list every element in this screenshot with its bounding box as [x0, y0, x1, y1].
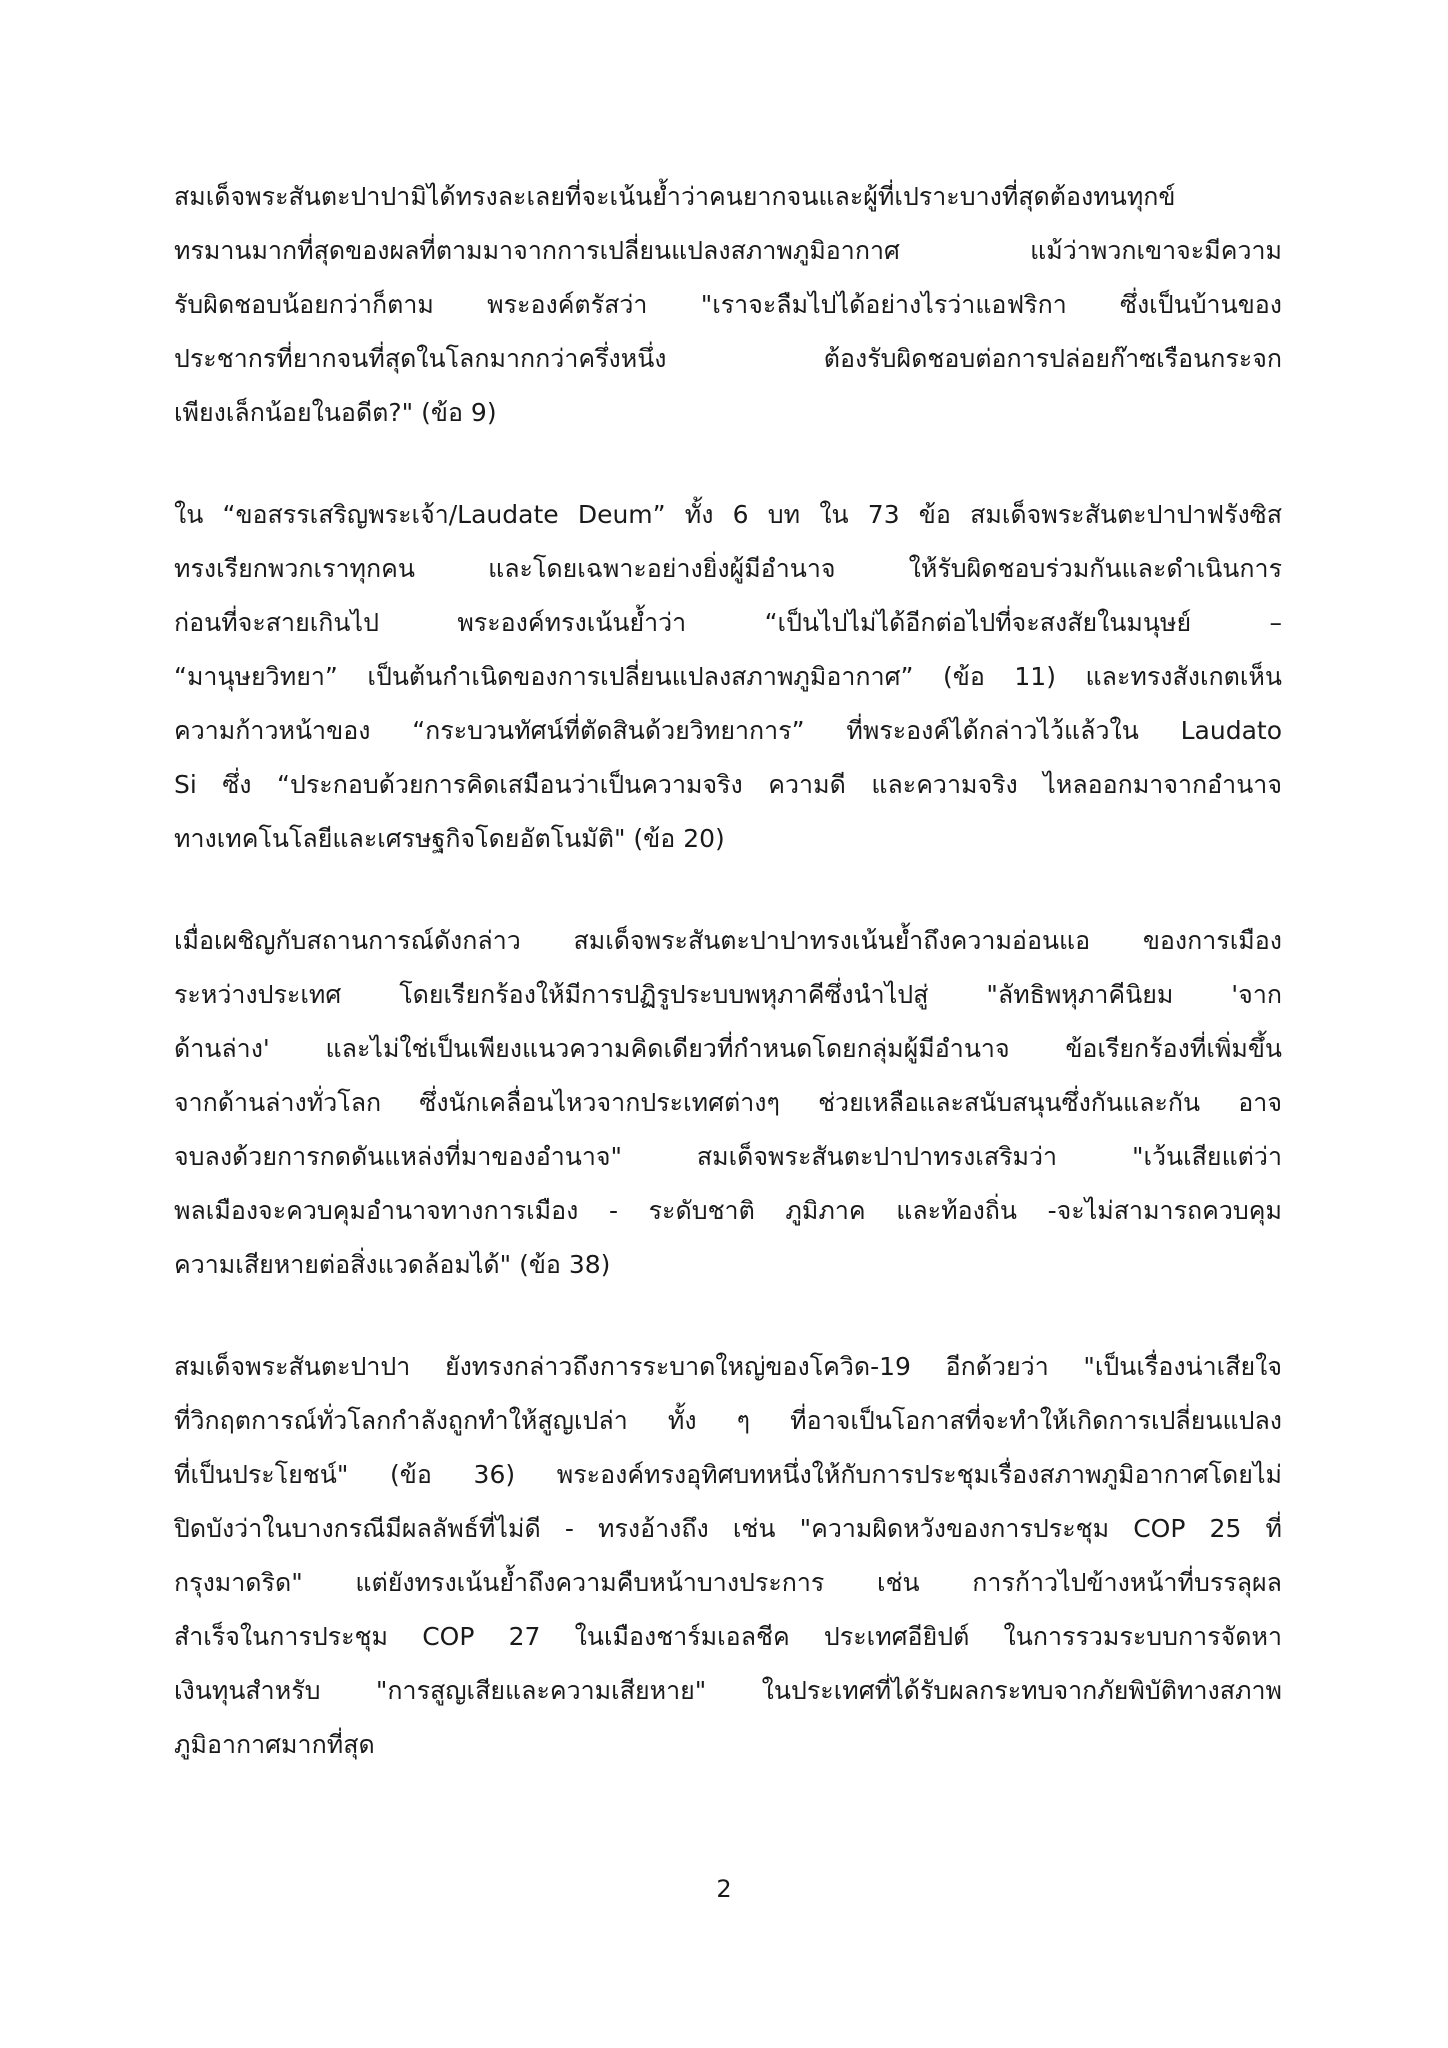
paragraph-3: [174, 914, 1282, 1292]
text-line: “มานุษยวิทยา” เป็นต้นกำเนิดของการเปลี่ยนแปลงสภาพภูมิอากาศ” (ข้อ 11) และทรงสังเกตเห็น: [174, 662, 1282, 691]
text-line: เมื่อเผชิญกับสถานการณ์ดังกล่าว สมเด็จพระสันตะปาปาทรงเน้นย้ำถึงความอ่อนแอ ของการเมือง: [174, 926, 1282, 955]
text-line: เพียงเล็กน้อยในอดีต?" (ข้อ 9): [174, 398, 497, 427]
text-line: ทรงเรียกพวกเราทุกคน และโดยเฉพาะอย่างยิ่งผู้มีอำนาจ ให้รับผิดชอบร่วมกันและดำเนินการ: [174, 554, 1282, 583]
text-line: สมเด็จพระสันตะปาปามิได้ทรงละเลยที่จะเน้นย้ำว่าคนยากจนและผู้ที่เปราะบางที่สุดต้องทนทุกข์: [174, 182, 1176, 211]
text-line: รับผิดชอบน้อยกว่าก็ตาม พระองค์ตรัสว่า "เราจะลืมไปได้อย่างไรว่าแอฟริกา ซึ่งเป็นบ้านของ: [174, 290, 1282, 319]
text-line: ที่เป็นประโยชน์" (ข้อ 36) พระองค์ทรงอุทิศบทหนึ่งให้กับการประชุมเรื่องสภาพภูมิอากาศโดยไม่: [174, 1460, 1282, 1489]
text-line: ทรมานมากที่สุดของผลที่ตามมาจากการเปลี่ยนแปลงสภาพภูมิอากาศ แม้ว่าพวกเขาจะมีความ: [174, 236, 1282, 265]
text-line: ปิดบังว่าในบางกรณีมีผลลัพธ์ที่ไม่ดี - ทรงอ้างถึง เช่น "ความผิดหวังของการประชุม COP 25 ที่: [174, 1514, 1282, 1543]
text-line: ประชากรที่ยากจนที่สุดในโลกมากกว่าครึ่งหนึ่ง ต้องรับผิดชอบต่อการปล่อยก๊าซเรือนกระจก: [174, 344, 1282, 373]
text-line: กรุงมาดริด" แต่ยังทรงเน้นย้ำถึงความคืบหน้าบางประการ เช่น การก้าวไปข้างหน้าที่บรรลุผล: [174, 1568, 1282, 1597]
text-line: ความก้าวหน้าของ “กระบวนทัศน์ที่ตัดสินด้วยวิทยาการ” ที่พระองค์ได้กล่าวไว้แล้วใน Laudato: [174, 716, 1282, 745]
text-line: Si ซึ่ง “ประกอบด้วยการคิดเสมือนว่าเป็นความจริง ความดี และความจริง ไหลออกมาจากอำนาจ: [174, 770, 1282, 799]
page-number: 2: [716, 1875, 732, 1903]
text-line: จากด้านล่างทั่วโลก ซึ่งนักเคลื่อนไหวจากประเทศต่างๆ ช่วยเหลือและสนับสนุนซึ่งกันและกัน อาจ: [174, 1088, 1282, 1117]
text-line: ความเสียหายต่อสิ่งแวดล้อมได้" (ข้อ 38): [174, 1250, 611, 1279]
text-line: ก่อนที่จะสายเกินไป พระองค์ทรงเน้นย้ำว่า “เป็นไปไม่ได้อีกต่อไปที่จะสงสัยในมนุษย์ –: [174, 608, 1282, 637]
paragraph-4: [174, 1340, 1282, 1772]
text-line: เงินทุนสำหรับ "การสูญเสียและความเสียหาย" ในประเทศที่ได้รับผลกระทบจากภัยพิบัติทางสภาพ: [174, 1676, 1282, 1705]
document-body: [174, 170, 1282, 1820]
text-line: ด้านล่าง' และไม่ใช่เป็นเพียงแนวความคิดเดียวที่กำหนดโดยกลุ่มผู้มีอำนาจ ข้อเรียกร้องที่เพิ่มขึ้น: [174, 1034, 1282, 1063]
text-line: สำเร็จในการประชุม COP 27 ในเมืองชาร์มเอลชีค ประเทศอียิปต์ ในการรวมระบบการจัดหา: [174, 1622, 1282, 1651]
text-line: สมเด็จพระสันตะปาปา ยังทรงกล่าวถึงการระบาดใหญ่ของโควิด-19 อีกด้วยว่า "เป็นเรื่องน่าเสียใจ: [174, 1352, 1282, 1381]
text-line: พลเมืองจะควบคุมอำนาจทางการเมือง - ระดับชาติ ภูมิภาค และท้องถิ่น -จะไม่สามารถควบคุม: [174, 1196, 1282, 1225]
text-line: ที่วิกฤตการณ์ทั่วโลกกำลังถูกทำให้สูญเปล่า ทั้ง ๆ ที่อาจเป็นโอกาสที่จะทำให้เกิดการเปลี่ยนแปลง: [174, 1406, 1282, 1435]
paragraph-1: [174, 170, 1282, 440]
text-line: ระหว่างประเทศ โดยเรียกร้องให้มีการปฏิรูประบบพหุภาคีซึ่งนำไปสู่ "ลัทธิพหุภาคีนิยม 'จาก: [174, 980, 1282, 1009]
text-line: ใน “ขอสรรเสริญพระเจ้า/Laudate Deum” ทั้ง 6 บท ใน 73 ข้อ สมเด็จพระสันตะปาปาฟรังซิส: [174, 500, 1282, 529]
text-line: จบลงด้วยการกดดันแหล่งที่มาของอำนาจ" สมเด็จพระสันตะปาปาทรงเสริมว่า "เว้นเสียแต่ว่า: [174, 1142, 1282, 1171]
paragraph-2: [174, 488, 1282, 866]
text-line: ภูมิอากาศมากที่สุด: [174, 1730, 375, 1759]
text-line: ทางเทคโนโลยีและเศรษฐกิจโดยอัตโนมัติ" (ข้อ 20): [174, 824, 725, 853]
